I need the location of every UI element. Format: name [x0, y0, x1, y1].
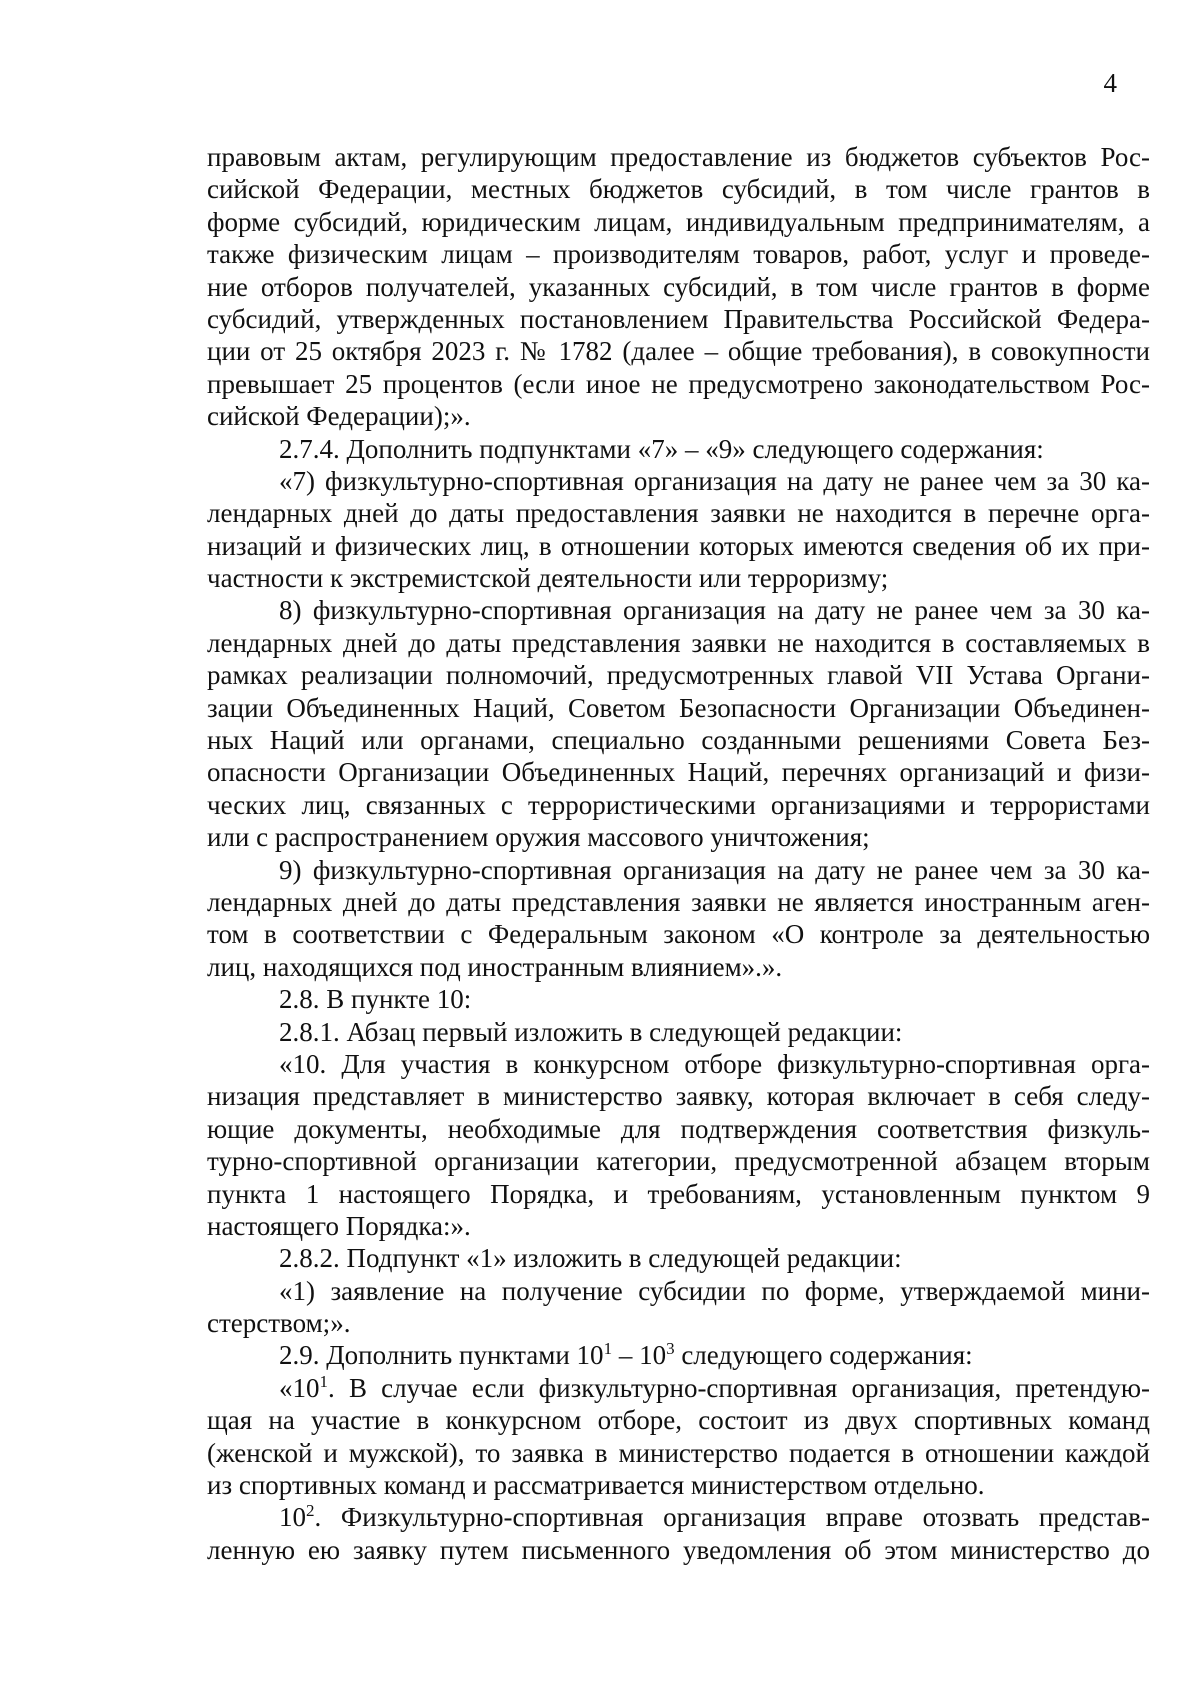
text-line: субсидий, утвержденных постановлением Правительства Российской Федера- [207, 303, 1150, 334]
text-line: низация представляет в министерство заявку, которая включает в себя следу- [207, 1081, 1150, 1112]
page-number: 4 [1103, 68, 1117, 98]
text-fragment: «10 [279, 1372, 320, 1403]
text-line: лиц, находящихся под иностранным влиянием».». [207, 951, 783, 982]
superscript: 1 [603, 1339, 613, 1359]
text-line: лендарных дней до даты представления заявки не является иностранным аген- [207, 886, 1150, 917]
text-line: сийской Федерации, местных бюджетов субсидий, в том числе грантов в [207, 174, 1150, 205]
text-line: рамках реализации полномочий, предусмотренных главой VII Устава Органи- [207, 660, 1150, 691]
text-line: лендарных дней до даты представления заявки не находится в составляемых в [207, 627, 1150, 658]
text-fragment: следующего содержания: [674, 1340, 973, 1371]
text-line: ленную ею заявку путем письменного уведомления об этом министерство до [207, 1534, 1150, 1565]
text-line: 8) физкультурно-спортивная организация на дату не ранее чем за 30 ка- [279, 595, 1150, 626]
text-line: сийской Федерации);». [207, 401, 471, 432]
text-line: ческих лиц, связанных с террористическими организациями и террористами [207, 789, 1150, 820]
text-line: частности к экстремистской деятельности или терроризму; [207, 563, 889, 594]
superscript: 2 [306, 1501, 315, 1521]
superscript: 1 [319, 1371, 328, 1391]
text-line: зации Объединенных Наций, Советом Безопасности Организации Объединен- [207, 692, 1150, 723]
text-line: пункта 1 настоящего Порядка, и требованиям, установленным пунктом 9 [207, 1178, 1150, 1209]
text-fragment: – 10 [612, 1340, 667, 1371]
text-line: том в соответствии с Федеральным законом «О контроле за деятельностью [207, 919, 1150, 950]
text-line: (женской и мужской), то заявка в министерство подается в отношении каждой [207, 1437, 1150, 1468]
text-line [207, 1501, 1150, 1533]
text-line [207, 1372, 1150, 1404]
text-fragment: . В случае если физкультурно-спортивная организация, претендую- [328, 1372, 1150, 1403]
text-line: щая на участие в конкурсном отборе, состоит из двух спортивных команд [207, 1405, 1150, 1436]
document-body [207, 141, 1150, 1566]
text-line: правовым актам, регулирующим предоставление из бюджетов субъектов Рос- [207, 142, 1150, 172]
text-line: превышает 25 процентов (если иное не предусмотрено законодательством Рос- [207, 368, 1150, 399]
text-line: «10. Для участия в конкурсном отборе физкультурно-спортивная орга- [279, 1048, 1150, 1079]
text-line: «1) заявление на получение субсидии по форме, утверждаемой мини- [279, 1275, 1150, 1306]
text-line: или с распространением оружия массового уничтожения; [207, 822, 870, 853]
text-line: форме субсидий, юридическим лицам, индивидуальным предпринимателям, а [207, 206, 1150, 237]
text-line: также физическим лицам – производителям товаров, работ, услуг и проведе- [207, 239, 1150, 270]
text-line: 2.8.1. Абзац первый изложить в следующей редакции: [279, 1016, 903, 1047]
text-line: ние отборов получателей, указанных субсидий, в том числе грантов в форме [207, 271, 1150, 302]
text-line [207, 1339, 1150, 1371]
text-line: лендарных дней до даты предоставления заявки не находится в перечне орга- [207, 498, 1150, 529]
text-line: ных Наций или органами, специально созданными решениями Совета Без- [207, 725, 1150, 756]
text-line: 2.8.2. Подпункт «1» изложить в следующей редакции: [279, 1243, 902, 1274]
text-line: турно-спортивной организации категории, предусмотренной абзацем вторым [207, 1146, 1150, 1177]
text-line: низаций и физических лиц, в отношении которых имеются сведения об их при- [207, 530, 1150, 561]
text-line: ющие документы, необходимые для подтверждения соответствия физкуль- [207, 1113, 1150, 1144]
text-fragment: 2.9. Дополнить пунктами 10 [279, 1340, 604, 1371]
text-line: опасности Организации Объединенных Наций, перечнях организаций и физи- [207, 757, 1150, 788]
text-fragment: 10 [279, 1502, 306, 1533]
text-line: 2.7.4. Дополнить подпунктами «7» – «9» следующего содержания: [279, 433, 1044, 464]
text-line: 2.8. В пункте 10: [279, 984, 472, 1015]
text-line: ции от 25 октября 2023 г. № 1782 (далее – общие требования), в совокупности [207, 336, 1150, 367]
text-line: из спортивных команд и рассматривается министерством отдельно. [207, 1470, 985, 1501]
text-fragment: . Физкультурно-спортивная организация вправе отозвать представ- [314, 1502, 1150, 1533]
text-line: 9) физкультурно-спортивная организация на дату не ранее чем за 30 ка- [279, 854, 1150, 885]
text-line: стерством;». [207, 1308, 351, 1339]
superscript: 3 [666, 1339, 675, 1359]
text-line: настоящего Порядка:». [207, 1210, 471, 1241]
text-line: «7) физкультурно-спортивная организация на дату не ранее чем за 30 ка- [279, 465, 1150, 496]
